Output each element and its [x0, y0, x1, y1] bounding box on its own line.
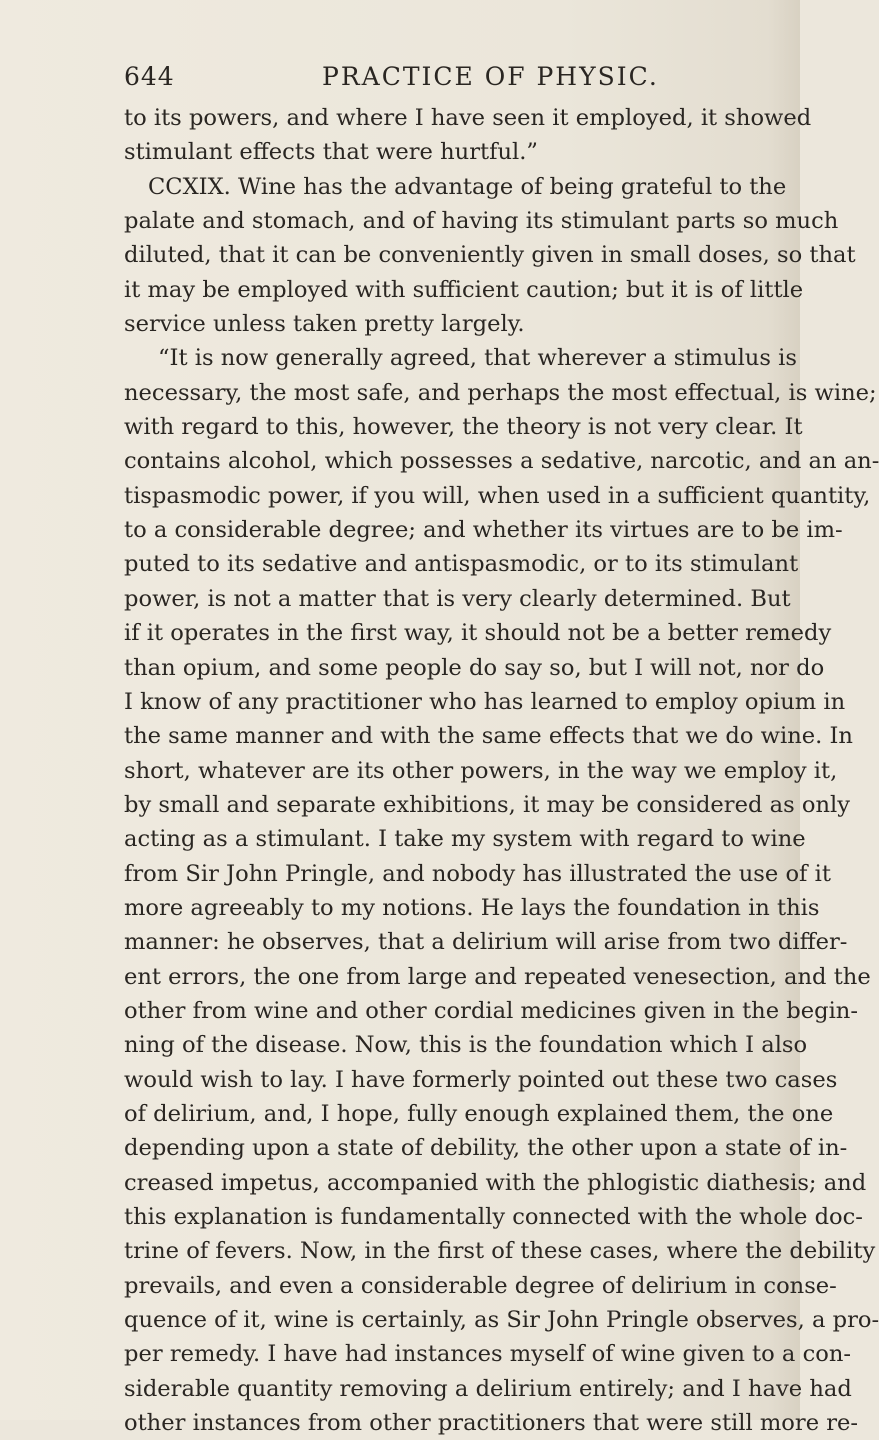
text-line: palate and stomach, and of having its stimulant parts so much — [124, 208, 839, 235]
text-line: other instances from other practitioners that were still more re- — [124, 1410, 859, 1437]
text-line: it may be employed with sufficient caution; but it is of little — [124, 276, 804, 303]
text-line: depending upon a state of debility, the other upon a state of in- — [124, 1135, 848, 1162]
text-line: I know of any practitioner who has learned to employ opium in — [124, 688, 846, 715]
text-line: would wish to lay. I have formerly pointed out these two cases — [124, 1066, 838, 1093]
text-line: ning of the disease. Now, this is the foundation which I also — [124, 1032, 808, 1059]
page-header — [124, 62, 764, 102]
text-line: from Sir John Pringle, and nobody has illustrated the use of it — [124, 860, 831, 887]
page-number: 644 — [124, 62, 175, 91]
text-line: stimulant effects that were hurtful.” — [124, 139, 538, 166]
text-line: with regard to this, however, the theory is not very clear. It — [124, 414, 803, 441]
quote-start-line: “It is now generally agreed, that wherever a stimulus is — [158, 345, 797, 372]
text-line: if it operates in the first way, it should not be a better remedy — [124, 620, 832, 647]
text-line: power, is not a matter that is very clearly determined. But — [124, 585, 791, 612]
text-line: than opium, and some people do say so, but I will not, nor do — [124, 654, 825, 681]
section-heading-line: CCXIX. Wine has the advantage of being grateful to the — [148, 173, 787, 200]
text-line: prevails, and even a considerable degree of delirium in conse- — [124, 1272, 837, 1299]
text-line: service unless taken pretty largely. — [124, 311, 525, 338]
text-line: to its powers, and where I have seen it employed, it showed — [124, 105, 812, 131]
text-line: ent errors, the one from large and repeated venesection, and the — [124, 963, 871, 990]
text-line: the same manner and with the same effects that we do wine. In — [124, 723, 853, 750]
text-line: by small and separate exhibitions, it may be considered as only — [124, 791, 851, 818]
text-line: creased impetus, accompanied with the phlogistic diathesis; and — [124, 1169, 867, 1196]
text-line: short, whatever are its other powers, in the way we employ it, — [124, 757, 838, 784]
text-line: manner: he observes, that a delirium will arise from two differ- — [124, 929, 848, 956]
body-text — [124, 101, 879, 1440]
text-line: quence of it, wine is certainly, as Sir John Pringle observes, a pro- — [124, 1307, 879, 1334]
text-line: tispasmodic power, if you will, when used in a sufficient quantity, — [124, 482, 871, 509]
text-line: trine of fevers. Now, in the first of these cases, where the debility — [124, 1238, 876, 1265]
text-line: puted to its sedative and antispasmodic, or to its stimulant — [124, 551, 799, 578]
text-line: acting as a stimulant. I take my system with regard to wine — [124, 826, 806, 853]
text-line: siderable quantity removing a delirium entirely; and I have had — [124, 1375, 852, 1402]
text-line: more agreeably to my notions. He lays the foundation in this — [124, 894, 820, 921]
text-line: other from wine and other cordial medicines given in the begin- — [124, 997, 858, 1024]
text-line: per remedy. I have had instances myself of wine given to a con- — [124, 1341, 852, 1368]
text-line: this explanation is fundamentally connected with the whole doc- — [124, 1204, 863, 1230]
text-line: necessary, the most safe, and perhaps the most effectual, is wine; — [124, 379, 877, 406]
text-line: of delirium, and, I hope, fully enough explained them, the one — [124, 1100, 834, 1127]
running-head: PRACTICE OF PHYSIC. — [322, 62, 659, 91]
text-line: diluted, that it can be conveniently given in small doses, so that — [124, 242, 856, 269]
text-line: contains alcohol, which possesses a sedative, narcotic, and an an- — [124, 448, 879, 475]
text-line: to a considerable degree; and whether its virtues are to be im- — [124, 517, 843, 544]
